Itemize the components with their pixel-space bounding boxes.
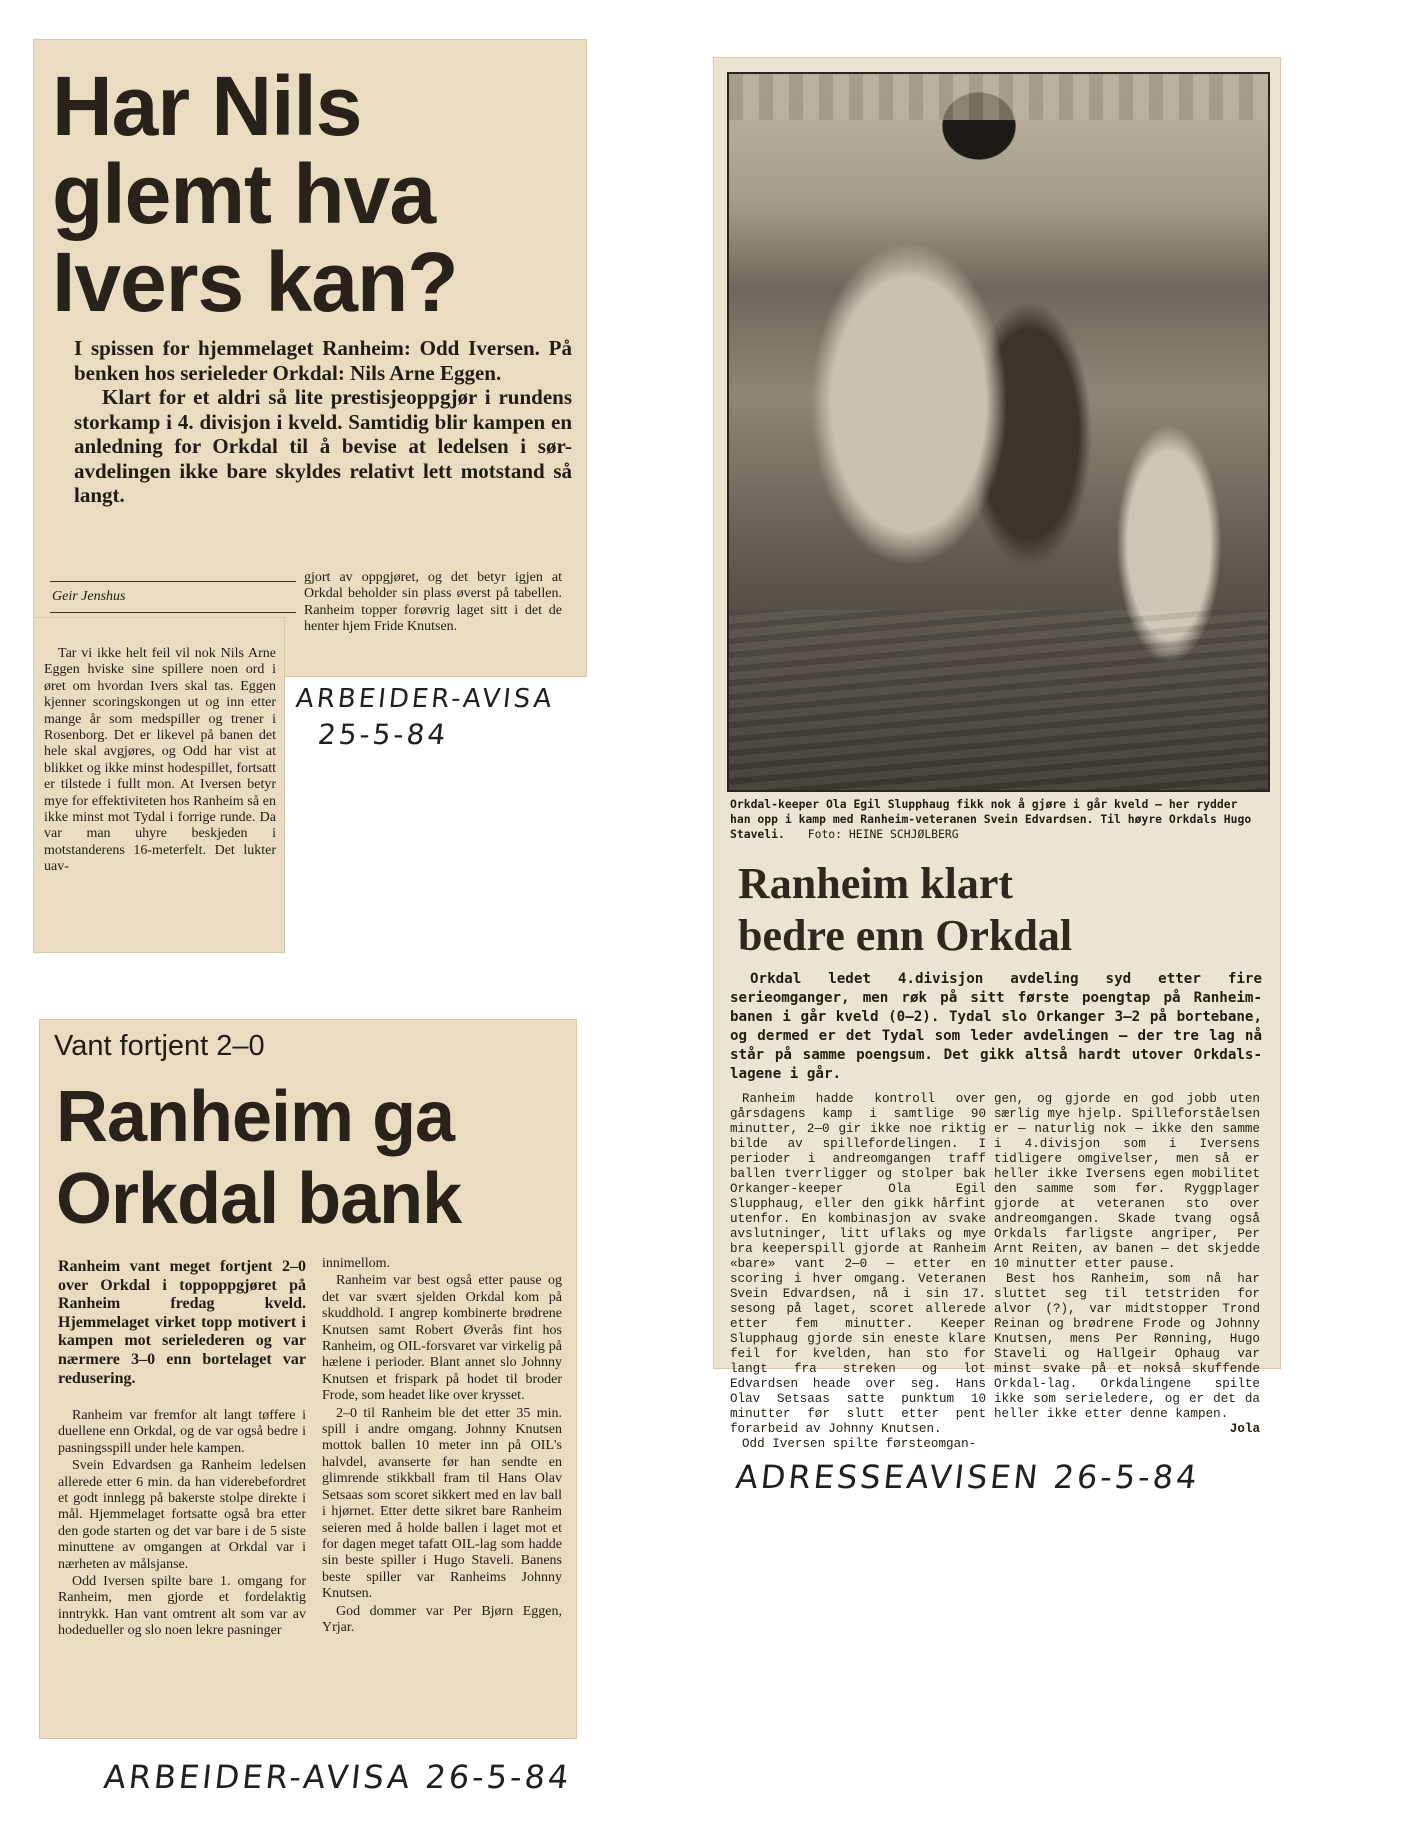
headline-line-2: glemt hva bbox=[52, 147, 436, 241]
headline-line-1: Ranheim ga bbox=[56, 1077, 455, 1157]
column-1-text: Tar vi ikke helt feil vil nok Nils Arne Eggen hviske sine spillere noen ord i øret om hvordan Ivers skal tas. Eggen kjenner scoringskongen ut og inn etter mange år som medspiller og trener i Rosenborg. Det er likevel på banen det hele skal avgjøres, og Odd har vist at blikket og ikke minst hodespillet, fortsatt er tilstede i fullt mon. At Iversen betyr mye for effektiviteten hos Ranheim så en ikke minst mot Tydal i forrige runde. Da var man uhyre beskjeden i motstanderens 16-meterfelt. Det lukter uav- bbox=[44, 646, 276, 875]
photo-caption-text: Orkdal-keeper Ola Egil Slupphaug fikk nok å gjøre i går kveld — her rydder han opp i kamp med Ranheim-veteranen Svein Edvardsen. Til høyre Orkdals Hugo Staveli. bbox=[730, 797, 1252, 841]
photo-caption bbox=[730, 797, 1264, 842]
column-1-para-1: Ranheim hadde kontroll over gårsdagens kamp i samtlige 90 minutter, 2—0 gir ikke noe riktig bilde av spillefordelingen. I perioder i andreomgangen traff ballen tverrligger og stolper bak Orkanger-keeper Ola Egil Slupphaug, eller den gikk hårfint utenfor. En kombinasjon av svake avslutninger, litt uflaks og mye bra keeperspill gjorde at Ranheim «bare» vant 2—0 — etter en scoring i hver omgang. Veteranen Svein Edvardsen, nå i sin 17. sesong på laget, scoret allerede etter fem minutter. Keeper Slupphaug gjorde sin eneste klare feil for kvelden, han sto for langt fra streken og lot Edvardsen heade over seg. Hans Olav Setsaas satte punktum 10 minutter før slutt etter pent forarbeid av Johnny Knutsen. bbox=[730, 1092, 986, 1436]
byline: Geir Jenshus bbox=[52, 589, 126, 604]
column-2-text: gjort av oppgjøret, og det betyr igjen at Orkdal beholder sin plass øverst på tabellen. Ranheim topper forøvrig laget sitt i det de henter hjem Fride Knutsen. bbox=[304, 570, 562, 635]
headline-line-1: Har Nils bbox=[52, 59, 362, 153]
column-1 bbox=[730, 1092, 986, 1452]
handwritten-source-note: ARBEIDER-AVISA bbox=[294, 684, 556, 714]
column-1-para-1: Ranheim var fremfor alt langt tøffere i duellene enn Orkdal, og de var også bedre i pasningsspill under hele kampen. bbox=[58, 1408, 306, 1456]
byline-rule-top bbox=[50, 581, 296, 582]
photo-credit: Foto: HEINE SCHJØLBERG bbox=[807, 827, 959, 841]
match-photo bbox=[727, 72, 1270, 792]
clip-arbeider-avisa-25-5 bbox=[34, 40, 586, 676]
column-2-para-3: 2–0 til Ranheim ble det etter 35 min. spill i andre omgang. Johnny Knutsen mottok ballen 10 meter inn på OIL's halvdel, avanserte før han sendte en glimrende stikkball fram til Hans Olav Setsaas som scoret sikkert med en lav ball i hjørnet. Etter dette sikret bare Ranheim seieren med å holde ballen i laget mot et for dagen meget tafatt OIL-lag som hadde sin beste spiller i Hugo Staveli. Banens beste spiller var Ranheims Johnny Knutsen. bbox=[322, 1405, 562, 1602]
lead-text-2: Klart for et aldri så lite prestisjeoppgjør i rundens storkamp i 4. divisjon i kveld. Samtidig blir kampen en anledning for Orkdal til å bevise at ledelsen i sør-avdelingen ikke bare skyldes relativt lett motstand så langt. bbox=[74, 385, 572, 507]
clip-arbeider-avisa-26-5 bbox=[40, 1020, 576, 1738]
column-1-para-2: Svein Edvardsen ga Ranheim ledelsen allerede etter 6 min. da han viderebefordret et godt innlegg på bakerste stolpe direkte i mål. Hjemmelaget fortsatte også bra etter den gode starten og det var bare i de 5 siste minuttene av omgangen at Orkdal var i nærheten av målsjanse. bbox=[58, 1458, 306, 1572]
byline-rule-bottom bbox=[50, 612, 296, 613]
column-2-para-2: Best hos Ranheim, som nå har sluttet seg til tetstriden for alvor (?), var midtstopper Trond Reinan og brødrene Frode og Johnny Knutsen, mens Per Rønning, Hugo Staveli og Hallgeir Ophaug var minst svake på et nokså skuffende Orkdal-lag. Orkdalingene spilte ikke som serieledere, og er det da heller ikke etter denne kampen. bbox=[994, 1272, 1260, 1421]
lead-paragraph: Ranheim vant meget fortjent 2–0 over Orkdal i toppoppgjøret på Ranheim fredag kveld. Hjemmelaget virket topp motivert i kampen mot serielederen og var nærmere 3–0 enn bortelaget var redusering. bbox=[58, 1258, 306, 1387]
kicker: Vant fortjent 2–0 bbox=[54, 1030, 265, 1062]
headline-line-2: bedre enn Orkdal bbox=[738, 911, 1073, 960]
column-2-para-1: gen, og gjorde en god jobb uten særlig mye hjelp. Spilleforståelsen er — naturlig nok — ikke den samme i 4.divisjon som i Iversens tidligere omgivelser, men så er heller ikke Iversens egen mobilitet den samme som før. Ryggplager gjorde at veteranen sto over andreomgangen. Skade tvang også Orkdals farligste angriper, Per Arnt Reiten, av banen — det skjedde 10 minutter etter pause. bbox=[994, 1092, 1260, 1271]
column-2-para-1: innimellom. bbox=[322, 1256, 391, 1271]
column-2-para-4: God dommer var Per Bjørn Eggen, Yrjar. bbox=[322, 1603, 562, 1635]
headline-line-2: Orkdal bank bbox=[56, 1159, 462, 1239]
handwritten-date-note: 25-5-84 bbox=[316, 718, 451, 751]
lead-paragraph bbox=[74, 336, 572, 508]
headline bbox=[56, 1076, 461, 1240]
photo-stand-background bbox=[729, 74, 1268, 120]
headline-line-1: Ranheim klart bbox=[738, 859, 1013, 908]
column-1 bbox=[58, 1408, 306, 1641]
column-1-para-3: Odd Iversen spilte bare 1. omgang for Ranheim, men gjorde et fordelaktig inntrykk. Han vant omtrent alt som var av hodedueller og slo noen lekre pasninger bbox=[58, 1574, 306, 1639]
signature: Jola bbox=[1229, 1422, 1260, 1436]
headline-line-3: Ivers kan? bbox=[52, 235, 458, 329]
clip-arbeider-avisa-25-5-column bbox=[34, 618, 284, 952]
handwritten-note: ARBEIDER-AVISA 26-5-84 bbox=[102, 1758, 574, 1796]
photo-field bbox=[729, 610, 1268, 790]
column-2 bbox=[304, 570, 562, 637]
lead-text: I spissen for hjemmelaget Ranheim: Odd Iversen. På benken hos serieleder Orkdal: Nils Arne Eggen. bbox=[74, 336, 572, 385]
headline bbox=[52, 59, 458, 329]
lead-paragraph: Orkdal ledet 4.divisjon avdeling syd etter fire serieomganger, men røk på sitt første poengtap på Ranheim-banen i går kveld (0—2). Tydal slo Orkanger 3—2 på bortebane, og dermed er det Tydal som leder avdelingen — der tre lag nå står på samme poengsum. Det gikk altså hardt utover Orkdals-lagene i går. bbox=[730, 971, 1262, 1082]
column-1-para-2: Odd Iversen spilte førsteomgan- bbox=[742, 1437, 977, 1451]
headline bbox=[738, 858, 1072, 962]
column-2 bbox=[994, 1092, 1260, 1437]
column-1 bbox=[44, 646, 276, 877]
column-2-para-2: Ranheim var best også etter pause og det var svært sjelden Orkdal kom på skuddhold. I angrep kombinerte brødrene Knutsen samt Robert Øverås fint hos Ranheim, og OIL-forsvaret var virkelig på hælene i perioder. Blant annet slo Johnny Knutsen et frispark på hodet til broder Frode, som headet like over krysset. bbox=[322, 1273, 562, 1404]
column-2 bbox=[322, 1256, 562, 1637]
handwritten-note: ADRESSEAVISEN 26-5-84 bbox=[734, 1458, 1202, 1496]
